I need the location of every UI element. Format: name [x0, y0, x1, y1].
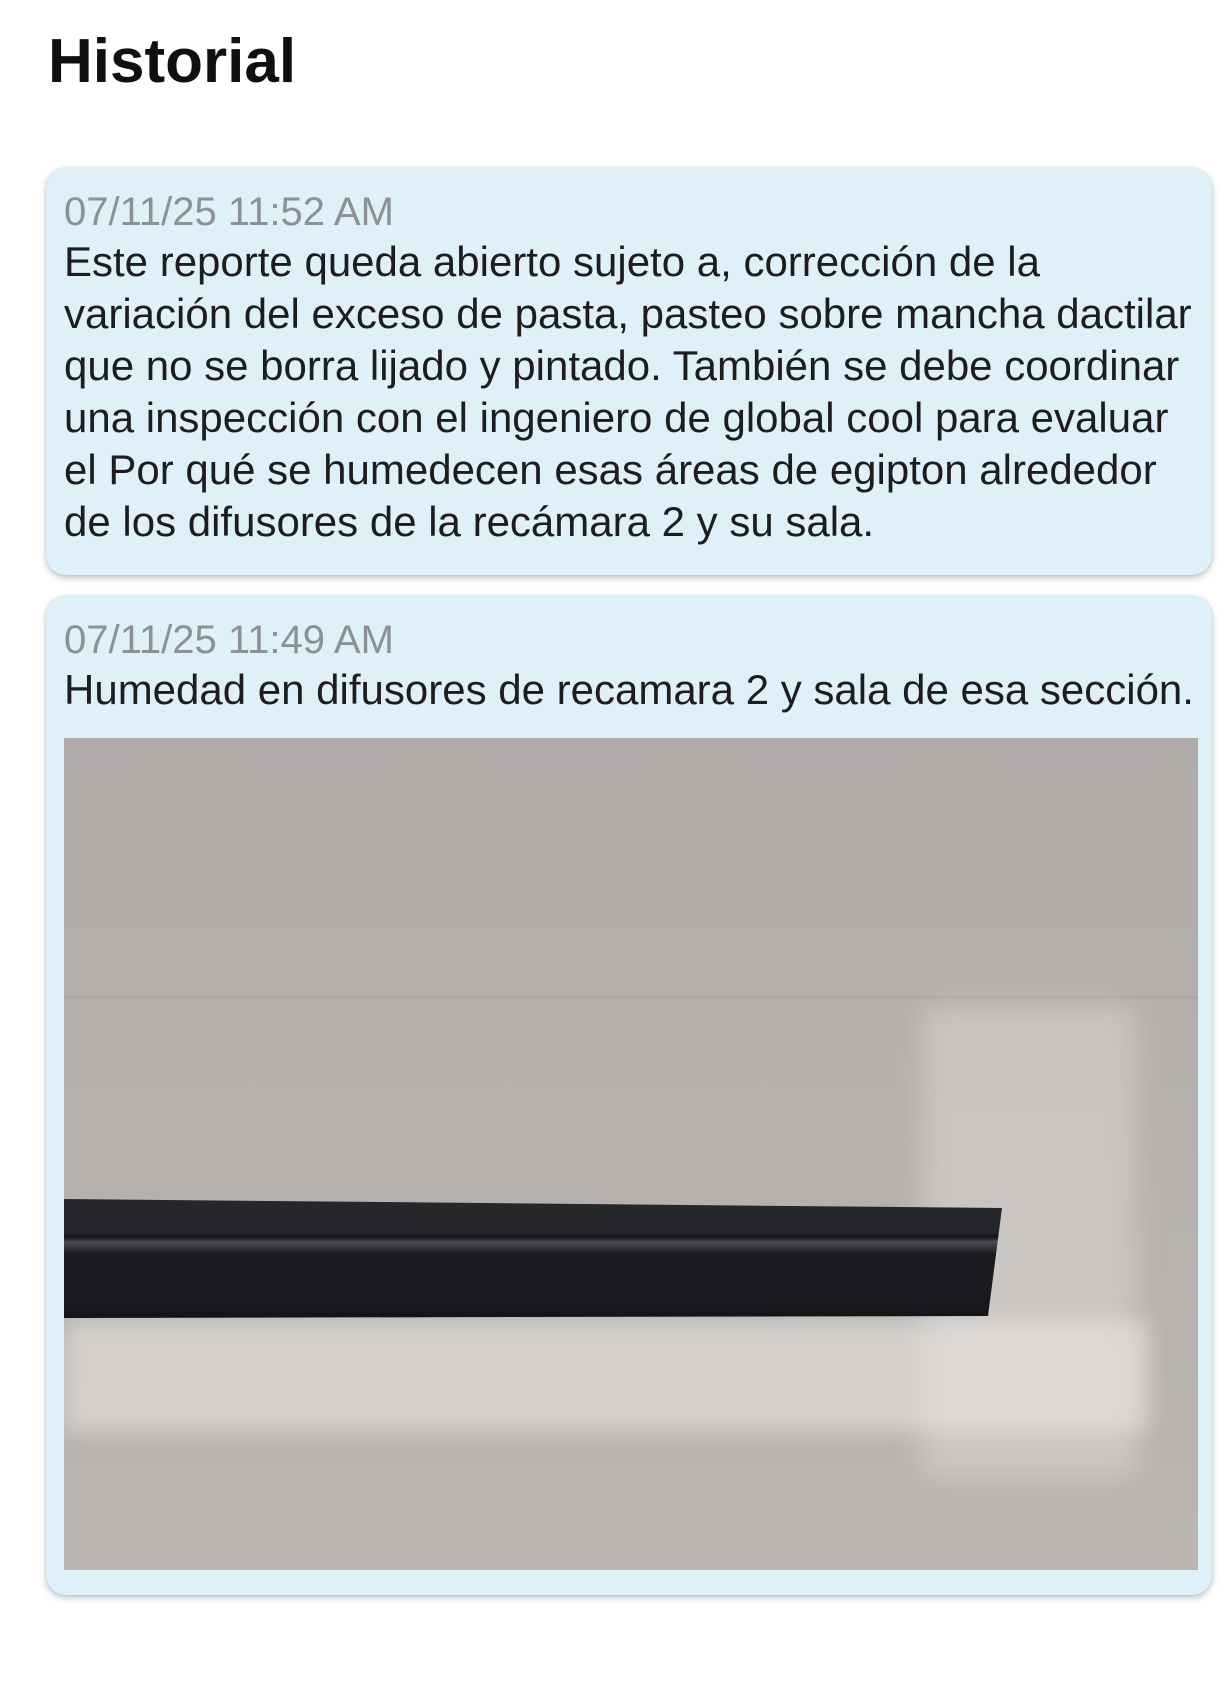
entry-timestamp: 07/11/25 11:49 AM: [64, 618, 394, 662]
entry-text: Este reporte queda abierto sujeto a, corrección de la variación del exceso de pasta, pasteo sobre mancha dactilar que no se borra lijado y pintado. También se debe coordinar una inspección con el ingeniero de global cool para evaluar el Por qué se humedecen esas áreas de egipton alrededor de los difusores de la recámara 2 y su sala.: [64, 238, 1192, 545]
attachment-photo[interactable]: [64, 738, 1198, 1570]
entry-timestamp: 07/11/25 11:52 AM: [64, 190, 394, 234]
linear-diffuser-bar: [64, 1199, 1002, 1318]
history-entry-card: [46, 168, 1212, 575]
page-title: Historial: [48, 27, 297, 96]
ceiling-seam-line: [64, 996, 1198, 999]
plaster-patch-below: [64, 1321, 1148, 1431]
history-entry-card: [46, 596, 1212, 1595]
entry-text: Humedad en difusores de recamara 2 y sala de esa sección.: [64, 666, 1194, 713]
